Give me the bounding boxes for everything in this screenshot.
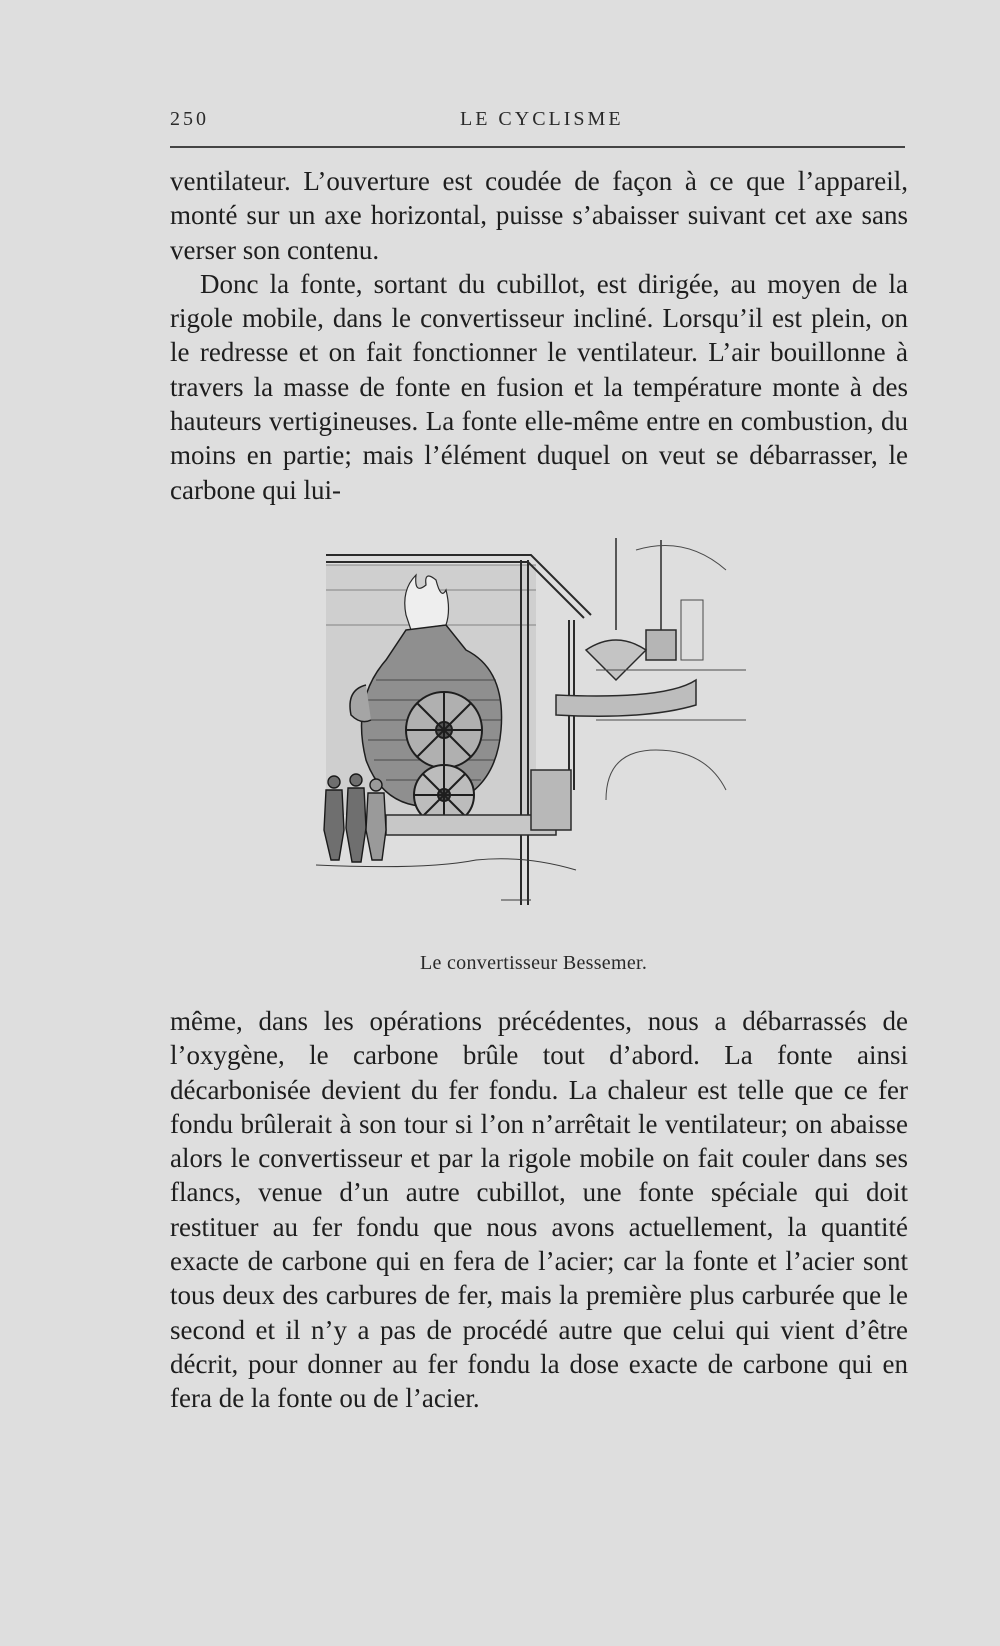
running-title: LE CYCLISME — [460, 108, 624, 130]
paragraph: Donc la fonte, sortant du cubillot, est dirigée, au moyen de la rigole mobile, dans le convertisseur incliné. Lorsqu’il est plein, on le redresse et on fait fonctionner le ventilateur. L’air bouillonne à travers la masse de fonte en fusion et la température monte à des hauteurs vertigineuses. La fonte elle-même entre en combustion, du moins en partie; mais l’élément duquel on veut se débarrasser, le carbone qui lui- — [170, 268, 908, 505]
page-number: 250 — [170, 108, 209, 130]
running-header — [170, 108, 905, 130]
paragraph: même, dans les opérations précédentes, nous a débarrassés de l’oxygène, le carbone brûle tout d’abord. La fonte ainsi décarbonisée devient du fer fondu. La chaleur est telle que ce fer fondu brûlerait à son tour si l’on n’arrêtait le ventilateur; on abaisse alors le convertisseur et par la rigole mobile on fait couler dans ses flancs, venue d’un autre cubillot, une fonte spéciale qui doit restituer au fer fondu que nous avons actuellement, la quantité exacte de carbone qui en fera de l’acier; car la fonte et l’acier sont tous deux des carbures de fer, mais la première plus carburée que le second et il n’y a pas de procédé autre que celui qui vient d’être décrit, pour donner au fer fondu la dose exacte de carbone qui en fera de la fonte ou de l’acier. — [170, 1006, 908, 1414]
figure-caption: Le convertisseur Bessemer. — [420, 952, 648, 974]
body-text-top — [170, 164, 908, 507]
bessemer-converter-engraving — [306, 530, 781, 950]
header-rule — [170, 146, 905, 148]
body-text-bottom — [170, 1004, 908, 1416]
paragraph: ventilateur. L’ouverture est coudée de façon à ce que l’appareil, monté sur un axe horizontal, puisse s’abaisser suivant cet axe sans verser son contenu. — [170, 166, 908, 265]
